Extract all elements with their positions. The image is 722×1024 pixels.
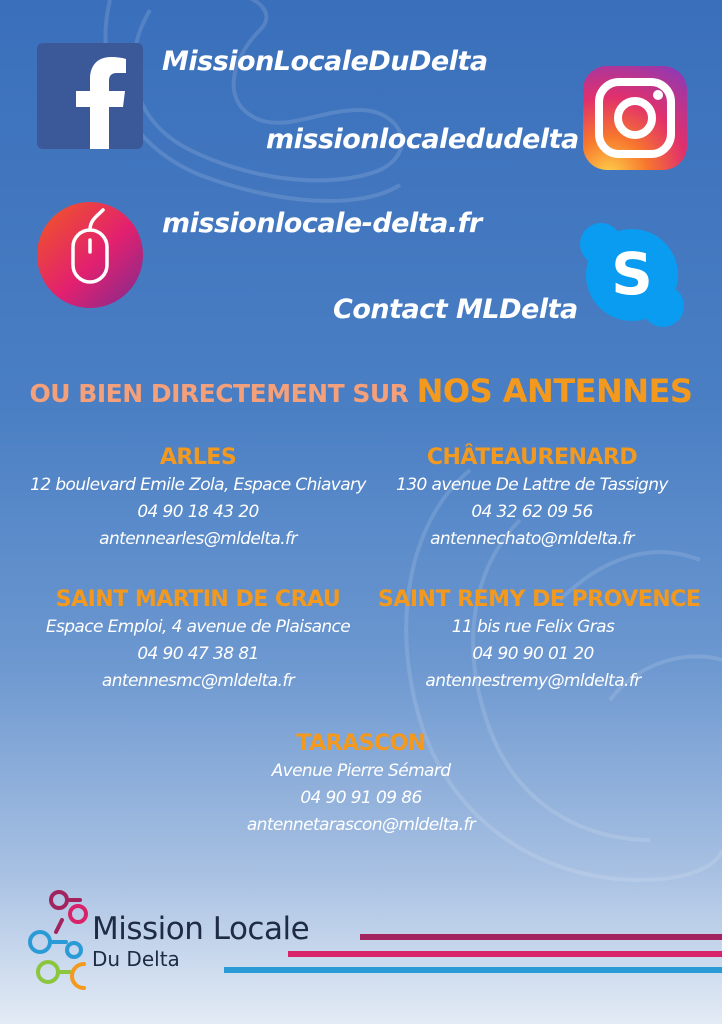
office-arles [18,444,378,553]
stripe-purple [360,934,722,940]
office-address: 130 avenue De Lattre de Tassigny [396,475,668,495]
office-email[interactable]: antennechato@mldelta.fr [430,529,634,549]
website-link[interactable]: missionlocale-delta.fr [162,208,482,239]
mission-locale-logo-mark [26,890,92,996]
office-address: 12 boulevard Emile Zola, Espace Chiavary [30,475,366,495]
office-email[interactable]: antennestremy@mldelta.fr [425,671,641,691]
svg-text:S: S [611,240,653,308]
skype-icon[interactable] [579,222,685,328]
office-tarascon [211,730,511,839]
facebook-icon[interactable] [37,43,143,149]
stripe-blue [224,967,722,973]
office-name: SAINT MARTIN DE CRAU [55,587,341,612]
office-saint-remy-de-provence [378,586,701,695]
instagram-icon[interactable] [583,66,687,170]
instagram-handle[interactable]: missionlocaledudelta [266,124,579,155]
facebook-handle[interactable]: MissionLocaleDuDelta [162,46,488,77]
headline [0,372,722,410]
office-address: 11 bis rue Felix Gras [451,617,615,637]
office-phone[interactable]: 04 90 47 38 81 [137,644,259,664]
skype-contact[interactable]: Contact MLDelta [333,294,578,325]
stripe-pink [288,951,722,957]
headline-part2: NOS ANTENNES [416,372,693,410]
office-address: Espace Emploi, 4 avenue de Plaisance [45,617,351,637]
logo-line1: Mission Locale [92,911,310,947]
office-email[interactable]: antennetarascon@mldelta.fr [246,815,476,835]
office-email[interactable]: antennesmc@mldelta.fr [101,671,295,691]
office-name: CHÂTEAURENARD [426,445,638,470]
office-name: TARASCON [296,731,426,756]
office-phone[interactable]: 04 90 90 01 20 [472,644,594,664]
logo-line2: Du Delta [92,947,180,971]
office-phone[interactable]: 04 90 18 43 20 [137,502,259,522]
office-name: ARLES [159,445,237,470]
mouse-icon[interactable] [37,202,143,308]
mission-locale-logo-text [92,912,309,972]
office-chateaurenard [358,444,706,553]
office-phone[interactable]: 04 32 62 09 56 [471,502,593,522]
office-phone[interactable]: 04 90 91 09 86 [300,788,422,808]
office-name: SAINT REMY DE PROVENCE [378,587,701,612]
headline-part1: OU BIEN DIRECTEMENT SUR [29,379,417,408]
office-email[interactable]: antennearles@mldelta.fr [99,529,297,549]
office-address: Avenue Pierre Sémard [271,761,451,781]
office-saint-martin-de-crau [18,586,378,695]
